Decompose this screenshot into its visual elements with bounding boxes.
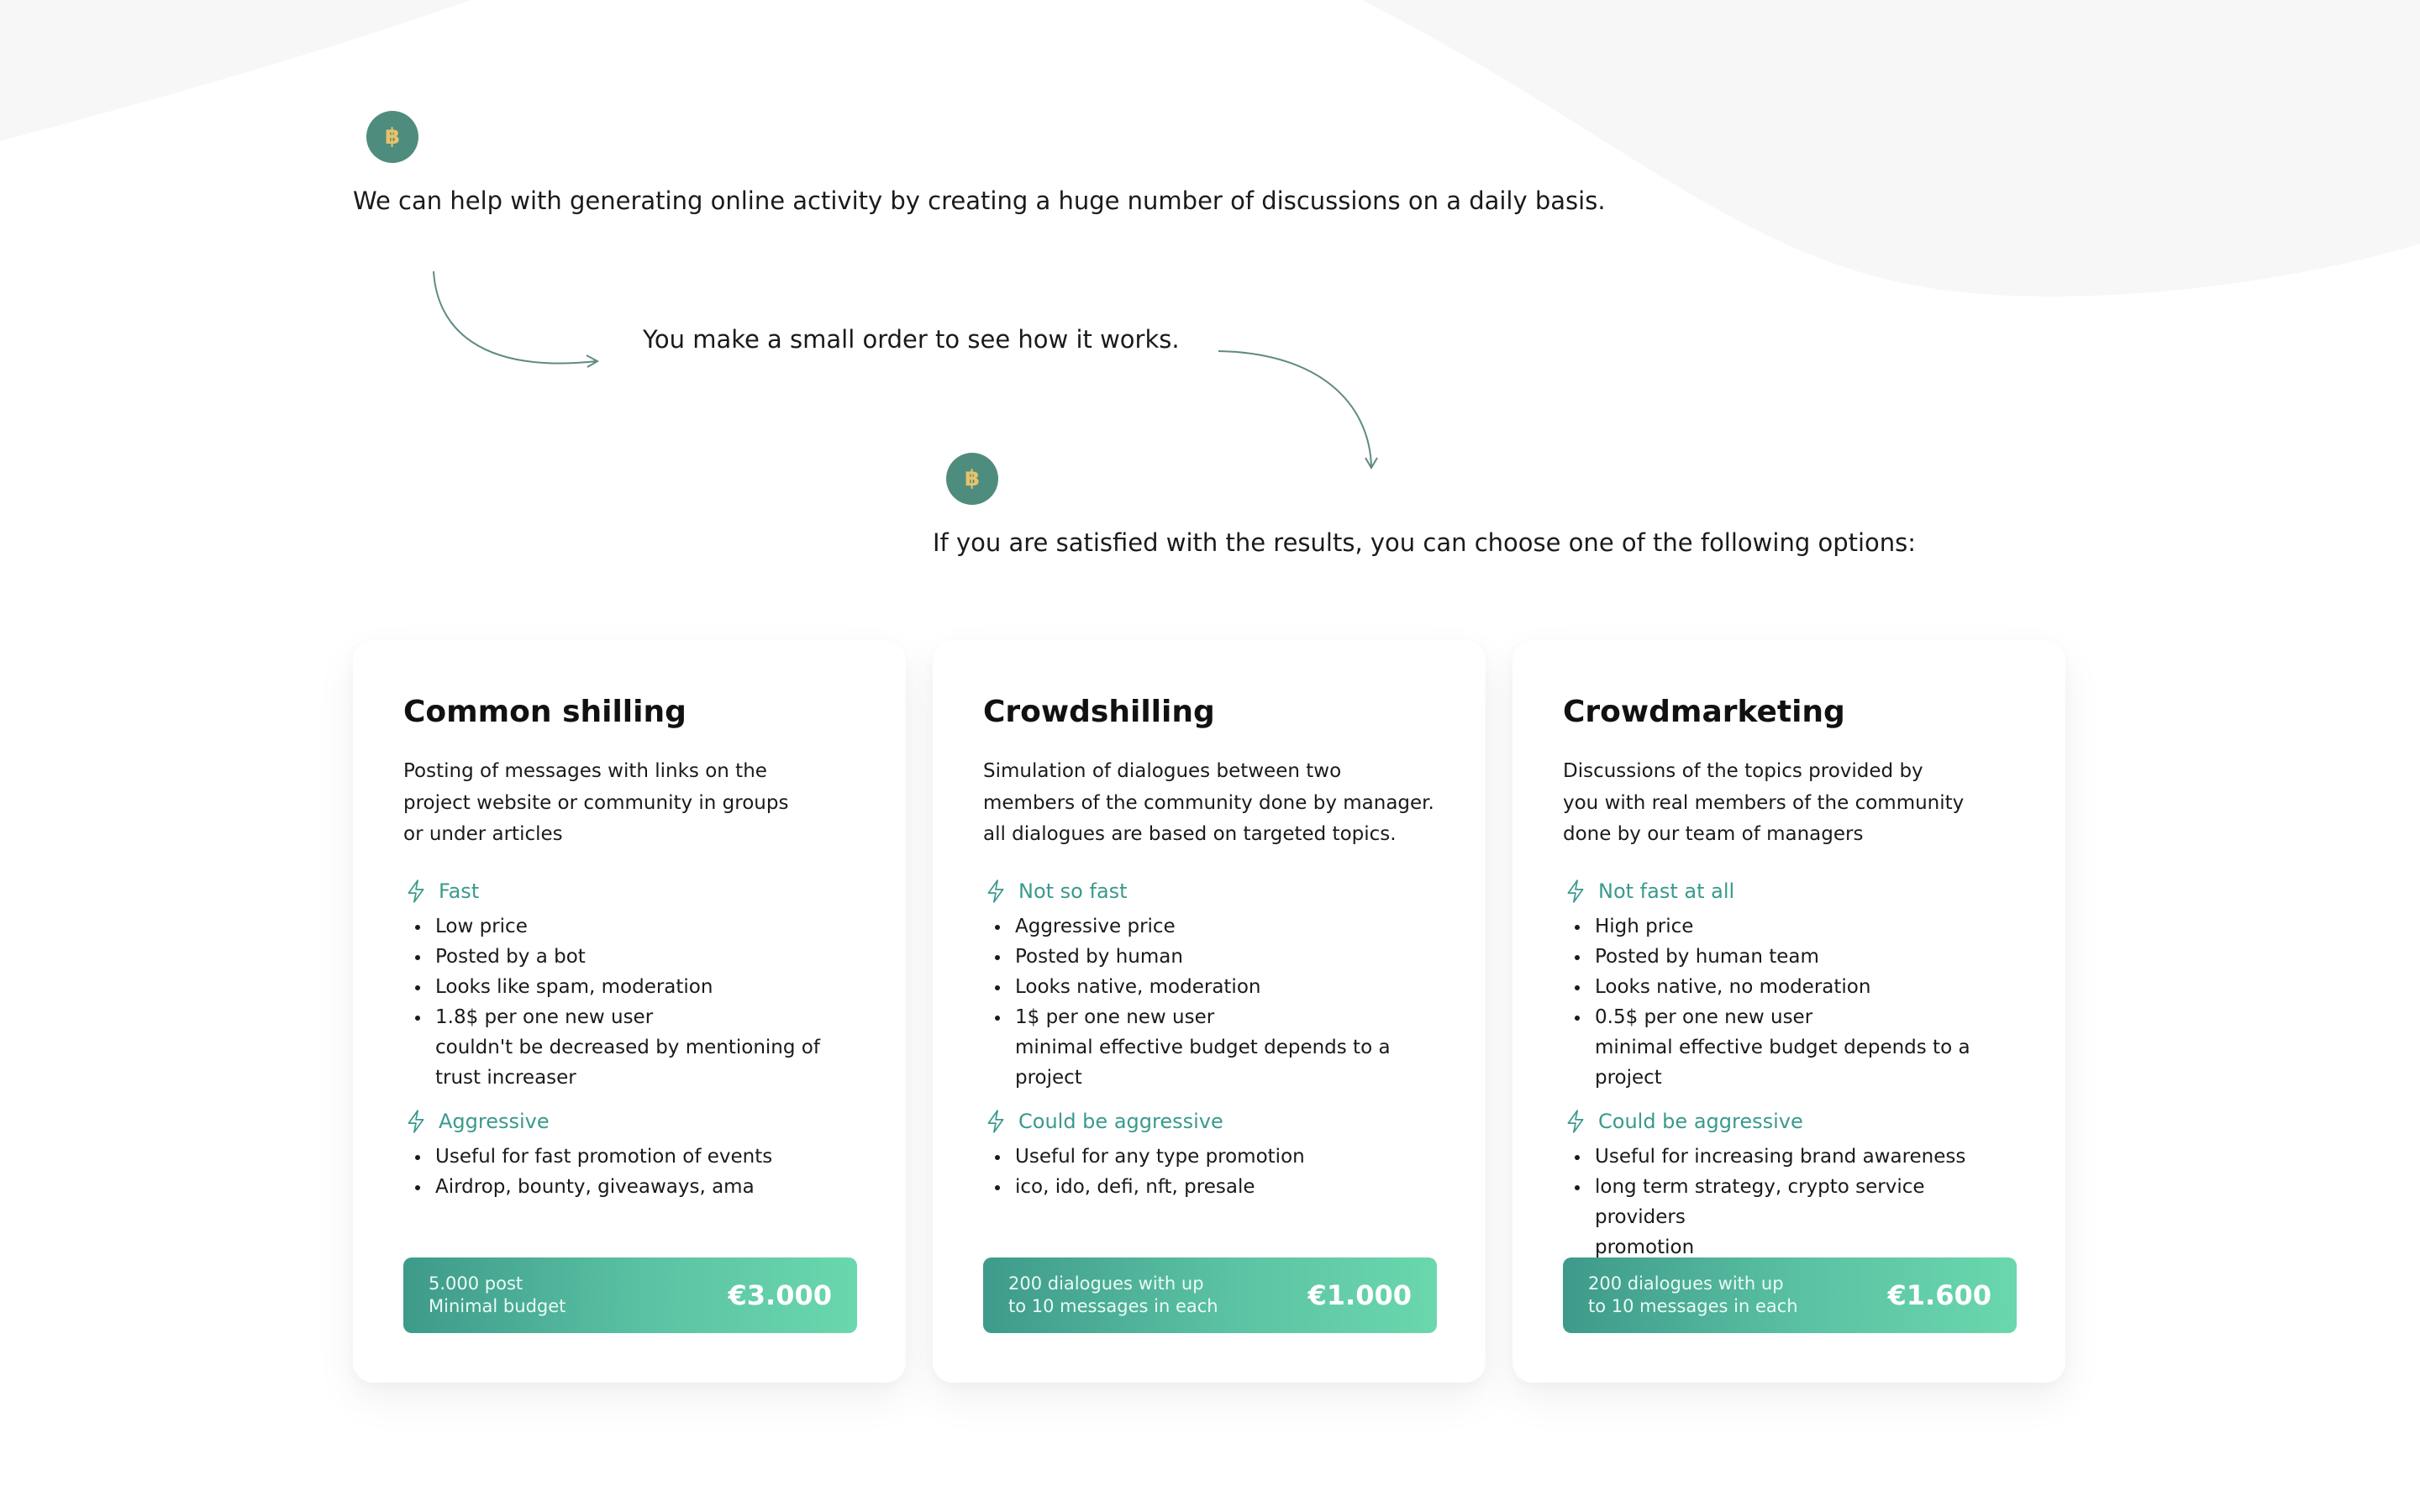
lightning-icon	[985, 1109, 1007, 1134]
lightning-icon	[405, 1109, 427, 1134]
feature-group-label: Aggressive	[439, 1109, 550, 1133]
feature-group-label: Could be aggressive	[1018, 1109, 1223, 1133]
bitcoin-badge-icon: ฿	[366, 111, 418, 163]
card-title: Common shilling	[403, 695, 687, 729]
price-note: 5.000 post Minimal budget	[429, 1273, 566, 1316]
feature-group-header	[403, 1106, 857, 1137]
feature-list-item: Useful for any type promotion	[983, 1142, 1437, 1172]
feature-list-item: 0.5$ per one new user minimal effective budget depends to a project	[1563, 1002, 2017, 1093]
feature-list-item: Posted by human team	[1563, 942, 2017, 972]
price-button[interactable]	[1563, 1257, 2017, 1333]
intro-line-2: You make a small order to see how it works.	[643, 325, 1180, 354]
feature-list-item: Low price	[403, 911, 857, 942]
pricing-card	[933, 640, 1486, 1383]
feature-list	[983, 1142, 1437, 1202]
card-description: Discussions of the topics provided by you with real members of the community done by our team of managers	[1563, 760, 1965, 845]
feature-group-label: Not fast at all	[1598, 879, 1735, 903]
card-content	[1563, 690, 2017, 1263]
intro-line-1: We can help with generating online activity by creating a huge number of discussions on a daily basis.	[353, 186, 1606, 215]
feature-groups	[1563, 876, 2017, 1263]
price-note: 200 dialogues with up to 10 messages in each	[1008, 1273, 1218, 1316]
price-button[interactable]	[983, 1257, 1437, 1333]
card-title: Crowdshilling	[983, 695, 1215, 729]
feature-group-header	[1563, 876, 2017, 906]
feature-group-header	[1563, 1106, 2017, 1137]
feature-list-item: Useful for increasing brand awareness	[1563, 1142, 2017, 1172]
pricing-card	[1512, 640, 2065, 1383]
bitcoin-badge-icon: ฿	[946, 453, 998, 505]
feature-list-item: Looks native, moderation	[983, 972, 1437, 1002]
pricing-card	[353, 640, 906, 1383]
feature-group	[403, 1106, 857, 1202]
feature-list-item: 1$ per one new user minimal effective budget depends to a project	[983, 1002, 1437, 1093]
price-value: €3.000	[728, 1279, 832, 1311]
feature-list-item: Airdrop, bounty, giveaways, ama	[403, 1172, 857, 1202]
feature-group-header	[403, 876, 857, 906]
feature-group-header	[983, 1106, 1437, 1137]
feature-list	[403, 1142, 857, 1202]
price-note: 200 dialogues with up to 10 messages in each	[1588, 1273, 1798, 1316]
lightning-icon	[1565, 879, 1586, 904]
feature-group	[1563, 876, 2017, 1093]
feature-list-item: Looks like spam, moderation	[403, 972, 857, 1002]
feature-group-label: Fast	[439, 879, 480, 903]
price-button[interactable]	[403, 1257, 857, 1333]
feature-list-item: Looks native, no moderation	[1563, 972, 2017, 1002]
feature-list	[983, 911, 1437, 1093]
feature-list-item: long term strategy, crypto service providers promotion	[1563, 1172, 2017, 1263]
feature-list-item: Aggressive price	[983, 911, 1437, 942]
card-description: Simulation of dialogues between two members of the community done by manager. all dialogues are based on targeted topics.	[983, 760, 1434, 845]
feature-group	[983, 876, 1437, 1093]
feature-group-label: Could be aggressive	[1598, 1109, 1803, 1133]
feature-list-item: High price	[1563, 911, 2017, 942]
feature-groups	[403, 876, 857, 1202]
feature-list-item: Posted by human	[983, 942, 1437, 972]
feature-list	[1563, 1142, 2017, 1263]
feature-group-header	[983, 876, 1437, 906]
card-content	[403, 690, 857, 1202]
intro-line-3: If you are satisfied with the results, you can choose one of the following options:	[933, 528, 1917, 557]
price-value: €1.000	[1307, 1279, 1412, 1311]
card-title: Crowdmarketing	[1563, 695, 1845, 729]
lightning-icon	[1565, 1109, 1586, 1134]
card-content	[983, 690, 1437, 1202]
feature-group-label: Not so fast	[1018, 879, 1128, 903]
feature-groups	[983, 876, 1437, 1202]
feature-list-item: Posted by a bot	[403, 942, 857, 972]
lightning-icon	[405, 879, 427, 904]
feature-group	[1563, 1106, 2017, 1263]
price-value: €1.600	[1887, 1279, 1991, 1311]
feature-list-item: 1.8$ per one new user couldn't be decreased by mentioning of trust increaser	[403, 1002, 857, 1093]
card-description: Posting of messages with links on the project website or community in groups or under articles	[403, 760, 789, 845]
feature-group	[403, 876, 857, 1093]
feature-list	[403, 911, 857, 1093]
lightning-icon	[985, 879, 1007, 904]
feature-group	[983, 1106, 1437, 1202]
feature-list-item: ico, ido, defi, nft, presale	[983, 1172, 1437, 1202]
feature-list-item: Useful for fast promotion of events	[403, 1142, 857, 1172]
feature-list	[1563, 911, 2017, 1093]
